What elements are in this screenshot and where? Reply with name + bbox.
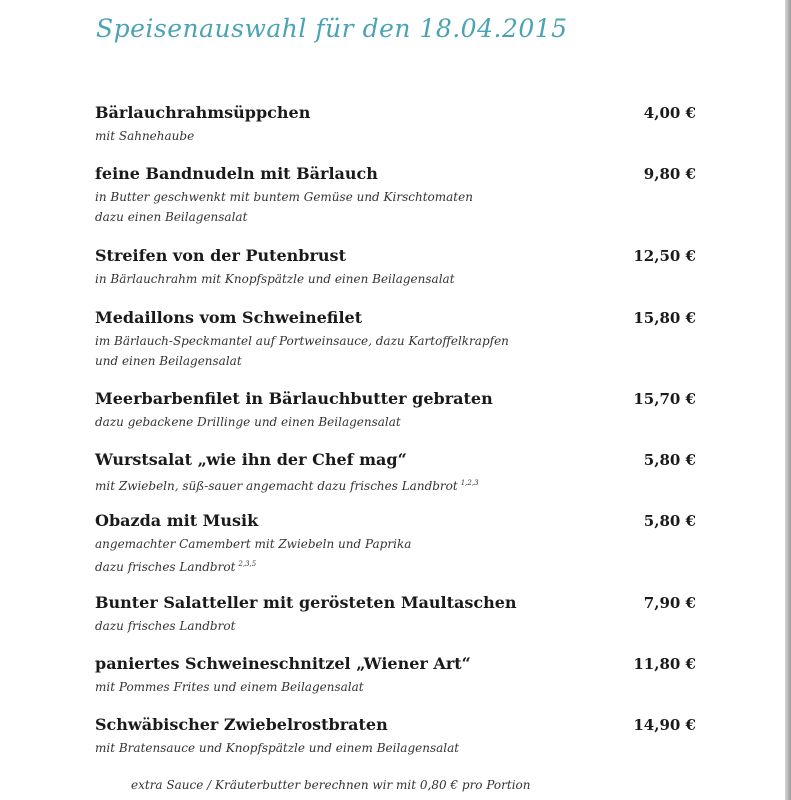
dish-name: Bunter Salatteller mit gerösteten Maultaschen	[95, 593, 517, 612]
menu-item	[95, 654, 700, 697]
description-line: angemachter Camembert mit Zwiebeln und Paprika	[95, 537, 412, 551]
dish-name: Wurstsalat „wie ihn der Chef mag“	[95, 450, 407, 469]
dish-description: dazu frisches Landbrot	[95, 619, 236, 633]
dish-description	[95, 187, 700, 227]
menu-title: Speisenauswahl für den 18.04.2015	[96, 14, 568, 43]
dish-price: 5,80 €	[643, 451, 696, 469]
allergen-note: 2,3,5	[238, 560, 257, 568]
dish-name: Streifen von der Putenbrust	[95, 246, 346, 265]
menu-item	[95, 715, 700, 758]
description-line: in Butter geschwenkt mit buntem Gemüse und Kirschtomaten	[95, 190, 473, 204]
menu-item	[95, 103, 700, 146]
dish-description	[95, 473, 700, 496]
description-line: und einen Beilagensalat	[95, 354, 242, 368]
dish-price: 12,50 €	[633, 247, 696, 265]
dish-price: 15,80 €	[633, 309, 696, 327]
dish-description	[95, 534, 700, 577]
dish-price: 5,80 €	[643, 512, 696, 530]
description-line: dazu einen Beilagensalat	[95, 210, 248, 224]
menu-item	[95, 308, 700, 371]
dish-price: 4,00 €	[643, 104, 696, 122]
menu-item	[95, 450, 700, 496]
menu-item	[95, 389, 700, 432]
dish-description: dazu gebackene Drillinge und einen Beilagensalat	[95, 415, 401, 429]
menu-item	[95, 164, 700, 227]
dish-description: mit Sahnehaube	[95, 129, 195, 143]
dish-description: mit Pommes Frites und einem Beilagensalat	[95, 680, 364, 694]
allergen-note: 1,2,3	[460, 479, 479, 487]
dish-name: Medaillons vom Schweinefilet	[95, 308, 363, 327]
dish-description: in Bärlauchrahm mit Knopfspätzle und einen Beilagensalat	[95, 272, 455, 286]
description-line: im Bärlauch-Speckmantel auf Portweinsauce, dazu Kartoffelkrapfen	[95, 334, 509, 348]
dish-name: Obazda mit Musik	[95, 511, 259, 530]
dish-price: 15,70 €	[633, 390, 696, 408]
description-line: dazu frisches Landbrot	[95, 560, 236, 574]
dish-description: mit Bratensauce und Knopfspätzle und einem Beilagensalat	[95, 741, 460, 755]
dish-name: Bärlauchrahmsüppchen	[95, 103, 311, 122]
dish-price: 9,80 €	[643, 165, 696, 183]
menu-item	[95, 593, 700, 636]
menu-item	[95, 246, 700, 289]
menu-item	[95, 511, 700, 577]
dish-price: 7,90 €	[643, 594, 696, 612]
dish-name: Schwäbischer Zwiebelrostbraten	[95, 715, 388, 734]
description-line: mit Zwiebeln, süß-sauer angemacht dazu frisches Landbrot	[95, 479, 458, 493]
dish-name: paniertes Schweineschnitzel „Wiener Art“	[95, 654, 471, 673]
dish-name: Meerbarbenfilet in Bärlauchbutter gebraten	[95, 389, 493, 408]
dish-name: feine Bandnudeln mit Bärlauch	[95, 164, 378, 183]
footer-note: extra Sauce / Kräuterbutter berechnen wir mit 0,80 € pro Portion	[131, 778, 531, 792]
dish-price: 14,90 €	[633, 716, 696, 734]
dish-price: 11,80 €	[633, 655, 696, 673]
dish-description	[95, 331, 700, 371]
